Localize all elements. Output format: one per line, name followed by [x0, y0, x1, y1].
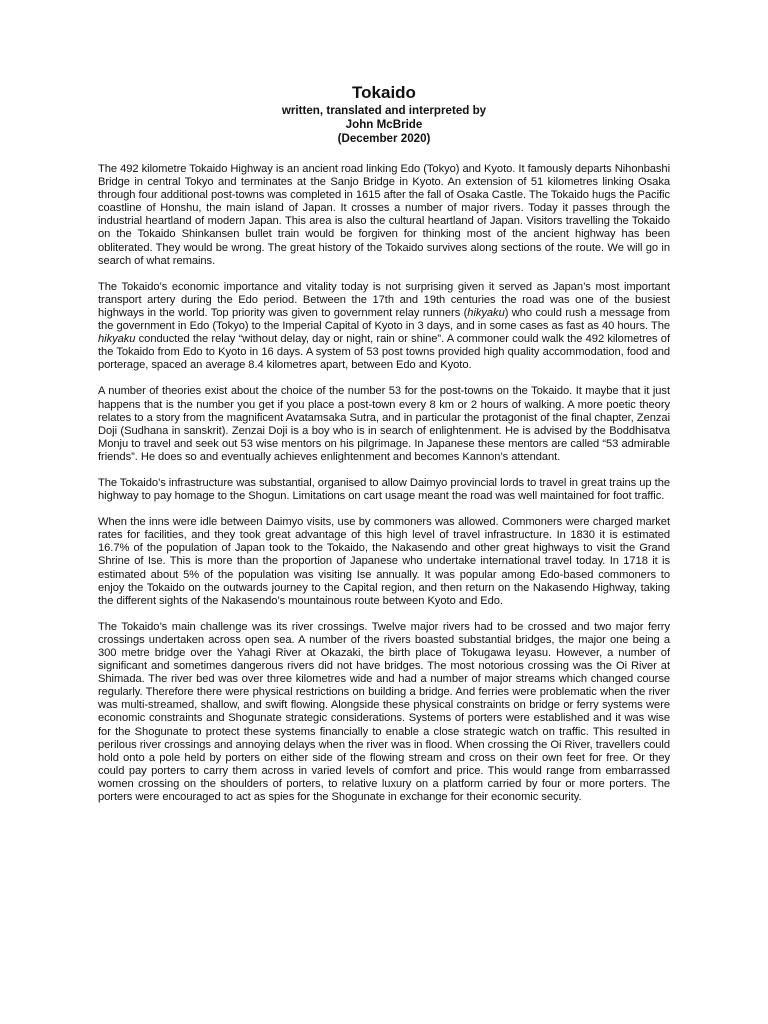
document-header	[98, 82, 670, 146]
paragraph-5: When the inns were idle between Daimyo visits, use by commoners was allowed. Commoners were charged market rates for facilities, and they took great advantage of this high level of travel infrastructure. In 1830 it is estimated 16.7% of the population of Japan took to the Tokaido, the Nakasendo and other great highways to visit the Grand Shrine of Ise. This is more than the proportion of Japanese who undertake international travel today. In 1718 it is estimated about 5% of the population was visiting Ise annually. It was popular among Edo-based commoners to enjoy the Tokaido on the outwards journey to the Capital region, and then return on the Nakasendo Highway, taking the different sights of the Nakasendo’s mountainous route between Kyoto and Edo.	[98, 516, 670, 607]
document-date: (December 2020)	[337, 132, 431, 145]
paragraph-2	[98, 281, 670, 373]
paragraph-6: The Tokaido’s main challenge was its river crossings. Twelve major rivers had to be crossed and two major ferry crossings undertaken across open sea. A number of the rivers boasted substantial bridges, the major one being a 300 metre bridge over the Yahagi River at Okazaki, the birth place of Tokugawa Ieyasu. However, a number of significant and sometimes dangerous rivers did not have bridges. The most notorious crossing was the Oi River at Shimada. The river bed was over three kilometres wide and had a number of major streams which changed course regularly. Therefore there were physical restrictions on building a bridge. And ferries were problematic when the river was multi-streamed, shallow, and swift flowing. Alongside these physical constraints on bridge or ferry systems were economic constraints and Shogunate strategic considerations. Systems of porters were established and it was wise for the Shogunate to protect these systems financially to enable a close strategic watch on traffic. This resulted in perilous river crossings and annoying delays when the river was in flood. When crossing the Oi River, travellers could hold onto a pole held by porters on either side of the flowing stream and cross on their own feet for free. Or they could pay porters to carry them across in varied levels of comfort and price. This would range from embarrassed women crossing on the shoulders of porters, to relative luxury on a platform carried by four or more porters. The porters were encouraged to act as spies for the Shogunate in exchange for their economic security.	[98, 620, 670, 804]
paragraph-2-part-b: ) who could rush a message from the government in Edo (Tokyo) to the Imperial Capital of Kyoto in 3 days, and in some cases as fast as 40 hours. The	[98, 306, 670, 333]
document-subtitle: written, translated and interpreted by	[281, 104, 487, 117]
paragraph-2-part-c: conducted the relay “without delay, day or night, rain or shine”. A commoner could walk the 492 kilometres of the Tokaido from Edo to Kyoto in 16 days. A system of 53 post towns provided high quality accommodation, food and porterage, spaced an average 8.4 kilometres apart, between Edo and Kyoto.	[98, 333, 670, 372]
document-author: John McBride	[345, 118, 423, 131]
paragraph-1: The 492 kilometre Tokaido Highway is an ancient road linking Edo (Tokyo) and Kyoto. It famously departs Nihonbashi Bridge in central Tokyo and terminates at the Sanjo Bridge in Kyoto. An extension of 51 kilometres linking Osaka through four additional post-towns was completed in 1615 after the fall of Osaka Castle. The Tokaido hugs the Pacific coastline of Honshu, the main island of Japan. It crosses a number of major rivers. Today it passes through the industrial heartland of modern Japan. This area is also the cultural heartland of Japan. Visitors travelling the Tokaido on the Tokaido Shinkansen bullet train would be forgiven for thinking most of the ancient highway has been obliterated. They would be wrong. The great history of the Tokaido survives along sections of the route. We will go in search of what remains.	[98, 163, 670, 267]
paragraph-2-part-a: The Tokaido’s economic importance and vitality today is not surprising given it served as Japan’s most important transport artery during the Edo period. Between the 17th and 19th centuries the road was one of the busiest highways in the world. Top priority was given to government relay runners (	[98, 280, 670, 319]
hikyaku-term: hikyaku	[467, 306, 505, 319]
hikyaku-term: hikyaku	[98, 333, 136, 346]
paragraph-3: A number of theories exist about the choice of the number 53 for the post-towns on the Tokaido. It maybe that it just happens that is the number you get if you place a post-town every 8 km or 2 hours of walking. A more poetic theory relates to a story from the magnificent Avatamsaka Sutra, and in particular the protagonist of the final chapter, Zenzai Doji (Sudhana in sanskrit). Zenzai Doji is a boy who is in search of enlightenment. He is advised by the Boddhisatva Monju to travel and seek out 53 wise mentors on his pilgrimage. In Japanese these mentors are called “53 admirable friends”. He does so and eventually achieves enlightenment and becomes Kannon’s attendant.	[98, 385, 670, 463]
document-title: Tokaido	[352, 83, 416, 102]
paragraph-4: The Tokaido’s infrastructure was substantial, organised to allow Daimyo provincial lords to travel in great trains up the highway to pay homage to the Shogun. Limitations on cart usage meant the road was well maintained for foot traffic.	[98, 476, 670, 503]
